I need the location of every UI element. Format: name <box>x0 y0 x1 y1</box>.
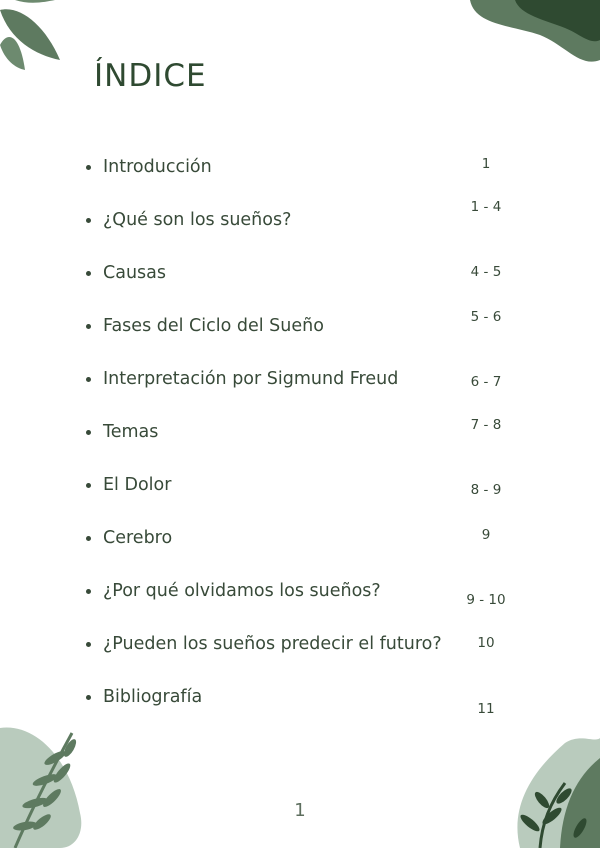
toc-item-label: ¿Por qué olvidamos los sueños? <box>103 581 381 601</box>
toc-item-label: Introducción <box>103 157 212 177</box>
toc-item-label: Cerebro <box>103 528 173 548</box>
toc-item-pages: 4 - 5 <box>470 264 502 280</box>
page-title: ÍNDICE <box>94 58 207 94</box>
bullet-icon <box>86 695 91 700</box>
toc-item-predecir-el-futuro[interactable] <box>84 634 442 654</box>
toc-item-label: Fases del Ciclo del Sueño <box>103 316 324 336</box>
bullet-icon <box>86 218 91 223</box>
bullet-icon <box>86 642 91 647</box>
bullet-icon <box>86 536 91 541</box>
bullet-icon <box>86 483 91 488</box>
toc-item-label: El Dolor <box>103 475 172 495</box>
toc-item-label: Bibliografía <box>103 687 203 707</box>
bullet-icon <box>86 324 91 329</box>
toc-item-interpretacion-freud[interactable] <box>84 369 398 389</box>
toc-item-pages: 11 <box>477 701 495 717</box>
toc-item-fases-del-ciclo[interactable] <box>84 316 324 336</box>
toc-item-label: ¿Pueden los sueños predecir el futuro? <box>103 634 442 654</box>
toc-item-label: Causas <box>103 263 166 283</box>
bullet-icon <box>86 165 91 170</box>
bullet-icon <box>86 589 91 594</box>
bullet-icon <box>86 377 91 382</box>
toc-item-pages: 5 - 6 <box>470 309 502 325</box>
toc-item-pages: 1 - 4 <box>470 199 502 215</box>
toc-item-pages: 6 - 7 <box>470 374 502 390</box>
toc-item-cerebro[interactable] <box>84 528 172 548</box>
toc-item-por-que-olvidamos[interactable] <box>84 581 381 601</box>
toc-item-pages: 8 - 9 <box>470 482 502 498</box>
toc-item-bibliografia[interactable] <box>84 687 202 707</box>
toc-item-label: ¿Qué son los sueños? <box>103 210 292 230</box>
toc-item-que-son-los-suenos[interactable] <box>84 210 291 230</box>
toc-item-el-dolor[interactable] <box>84 475 171 495</box>
bullet-icon <box>86 430 91 435</box>
bullet-icon <box>86 271 91 276</box>
toc-item-pages: 9 - 10 <box>466 592 506 608</box>
toc-item-pages: 1 <box>481 156 491 172</box>
toc-item-introduccion[interactable] <box>84 157 212 177</box>
toc-item-label: Interpretación por Sigmund Freud <box>103 369 399 389</box>
toc-item-temas[interactable] <box>84 422 158 442</box>
toc-item-pages: 10 <box>477 635 495 651</box>
toc-item-pages: 7 - 8 <box>470 417 502 433</box>
page-number: 1 <box>294 800 306 821</box>
toc-item-label: Temas <box>103 422 159 442</box>
toc-item-pages: 9 <box>481 527 491 543</box>
toc-item-causas[interactable] <box>84 263 166 283</box>
